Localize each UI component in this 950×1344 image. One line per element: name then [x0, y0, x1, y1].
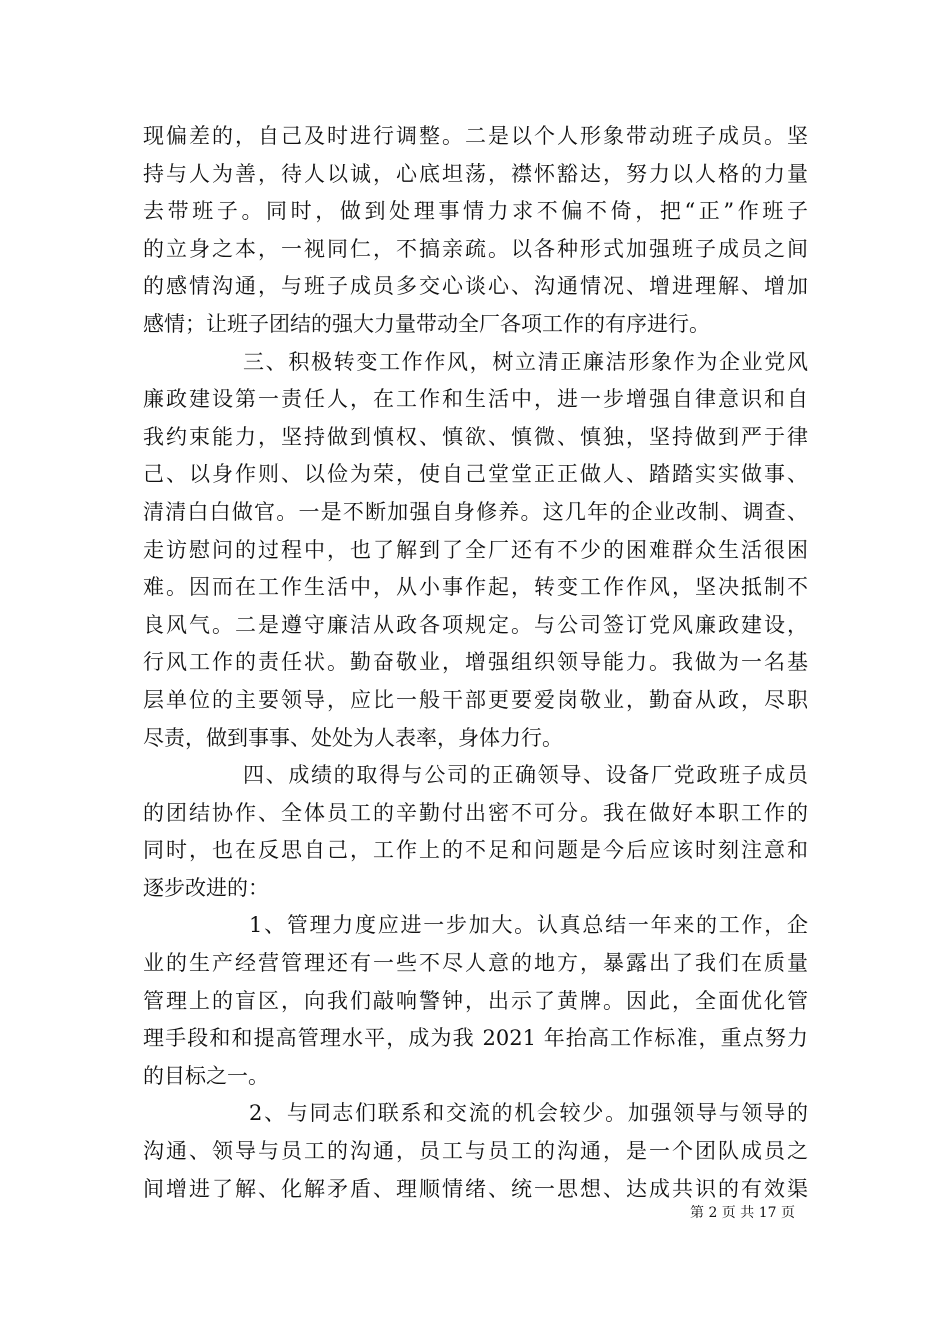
text-line: 感情；让班子团结的强大力量带动全厂各项工作的有序进行。: [143, 311, 710, 336]
text-line: 持与人为善，待人以诚，心底坦荡，襟怀豁达，努力以人格的力量: [143, 161, 808, 186]
text-line: 行风工作的责任状。勤奋敬业，增强组织领导能力。我做为一名基: [143, 650, 808, 675]
text-line: 层单位的主要领导，应比一般干部更要爱岗敬业，勤奋从政，尽职: [143, 687, 808, 712]
text-line: 的目标之一。: [143, 1063, 269, 1088]
list-item-line: 2、与同志们联系和交流的机会较少。加强领导与领导的: [249, 1101, 808, 1126]
text-line: 管理上的盲区，向我们敲响警钟，出示了黄牌。因此，全面优化管: [143, 988, 808, 1013]
page-number-footer: 第 2 页 共 17 页: [690, 1205, 795, 1221]
text-line: 的感情沟通，与班子成员多交心谈心、沟通情况、增进理解、增加: [143, 274, 808, 299]
text-line: 的团结协作、全体员工的辛勤付出密不可分。我在做好本职工作的: [143, 800, 808, 825]
text-line: 尽责，做到事事、处处为人表率，身体力行。: [143, 725, 563, 750]
text-line: 逐步改进的：: [143, 875, 269, 900]
section-heading-line: 三、积极转变工作作风，树立清正廉洁形象作为企业党风: [243, 349, 808, 374]
section-heading-line: 四、成绩的取得与公司的正确领导、设备厂党政班子成员: [243, 763, 808, 788]
text-line: 良风气。二是遵守廉洁从政各项规定。与公司签订党风廉政建设，: [143, 612, 808, 637]
text-line: 难。因而在工作生活中，从小事作起，转变工作作风，坚决抵制不: [143, 575, 808, 600]
body-text: [143, 118, 808, 1208]
text-line: 同时，也在反思自己，工作上的不足和问题是今后应该时刻注意和: [143, 838, 808, 863]
text-line: 的立身之本，一视同仁，不搞亲疏。以各种形式加强班子成员之间: [143, 236, 808, 261]
text-line: 去带班子。同时，做到处理事情力求不偏不倚，把“正”作班子: [143, 199, 808, 224]
text-line: 沟通、领导与员工的沟通，员工与员工的沟通，是一个团队成员之: [143, 1139, 808, 1164]
text-line: 己、以身作则、以俭为荣，使自己堂堂正正做人、踏踏实实做事、: [143, 462, 808, 487]
text-line: 间增进了解、化解矛盾、理顺情绪、统一思想、达成共识的有效渠: [143, 1176, 808, 1201]
text-line: 我约束能力，坚持做到慎权、慎欲、慎微、慎独，坚持做到严于律: [143, 424, 808, 449]
text-line: 理手段和和提高管理水平，成为我 2021 年抬高工作标准，重点努力: [143, 1026, 808, 1051]
text-line: 廉政建设第一责任人，在工作和生活中，进一步增强自律意识和自: [143, 387, 808, 412]
text-line: 走访慰问的过程中，也了解到了全厂还有不少的困难群众生活很困: [143, 537, 808, 562]
text-line: 清清白白做官。一是不断加强自身修养。这几年的企业改制、调查、: [143, 499, 808, 524]
text-line: 业的生产经营管理还有一些不尽人意的地方，暴露出了我们在质量: [143, 951, 808, 976]
list-item-line: 1、管理力度应进一步加大。认真总结一年来的工作，企: [249, 913, 808, 938]
text-line: 现偏差的，自己及时进行调整。二是以个人形象带动班子成员。坚: [143, 124, 808, 148]
